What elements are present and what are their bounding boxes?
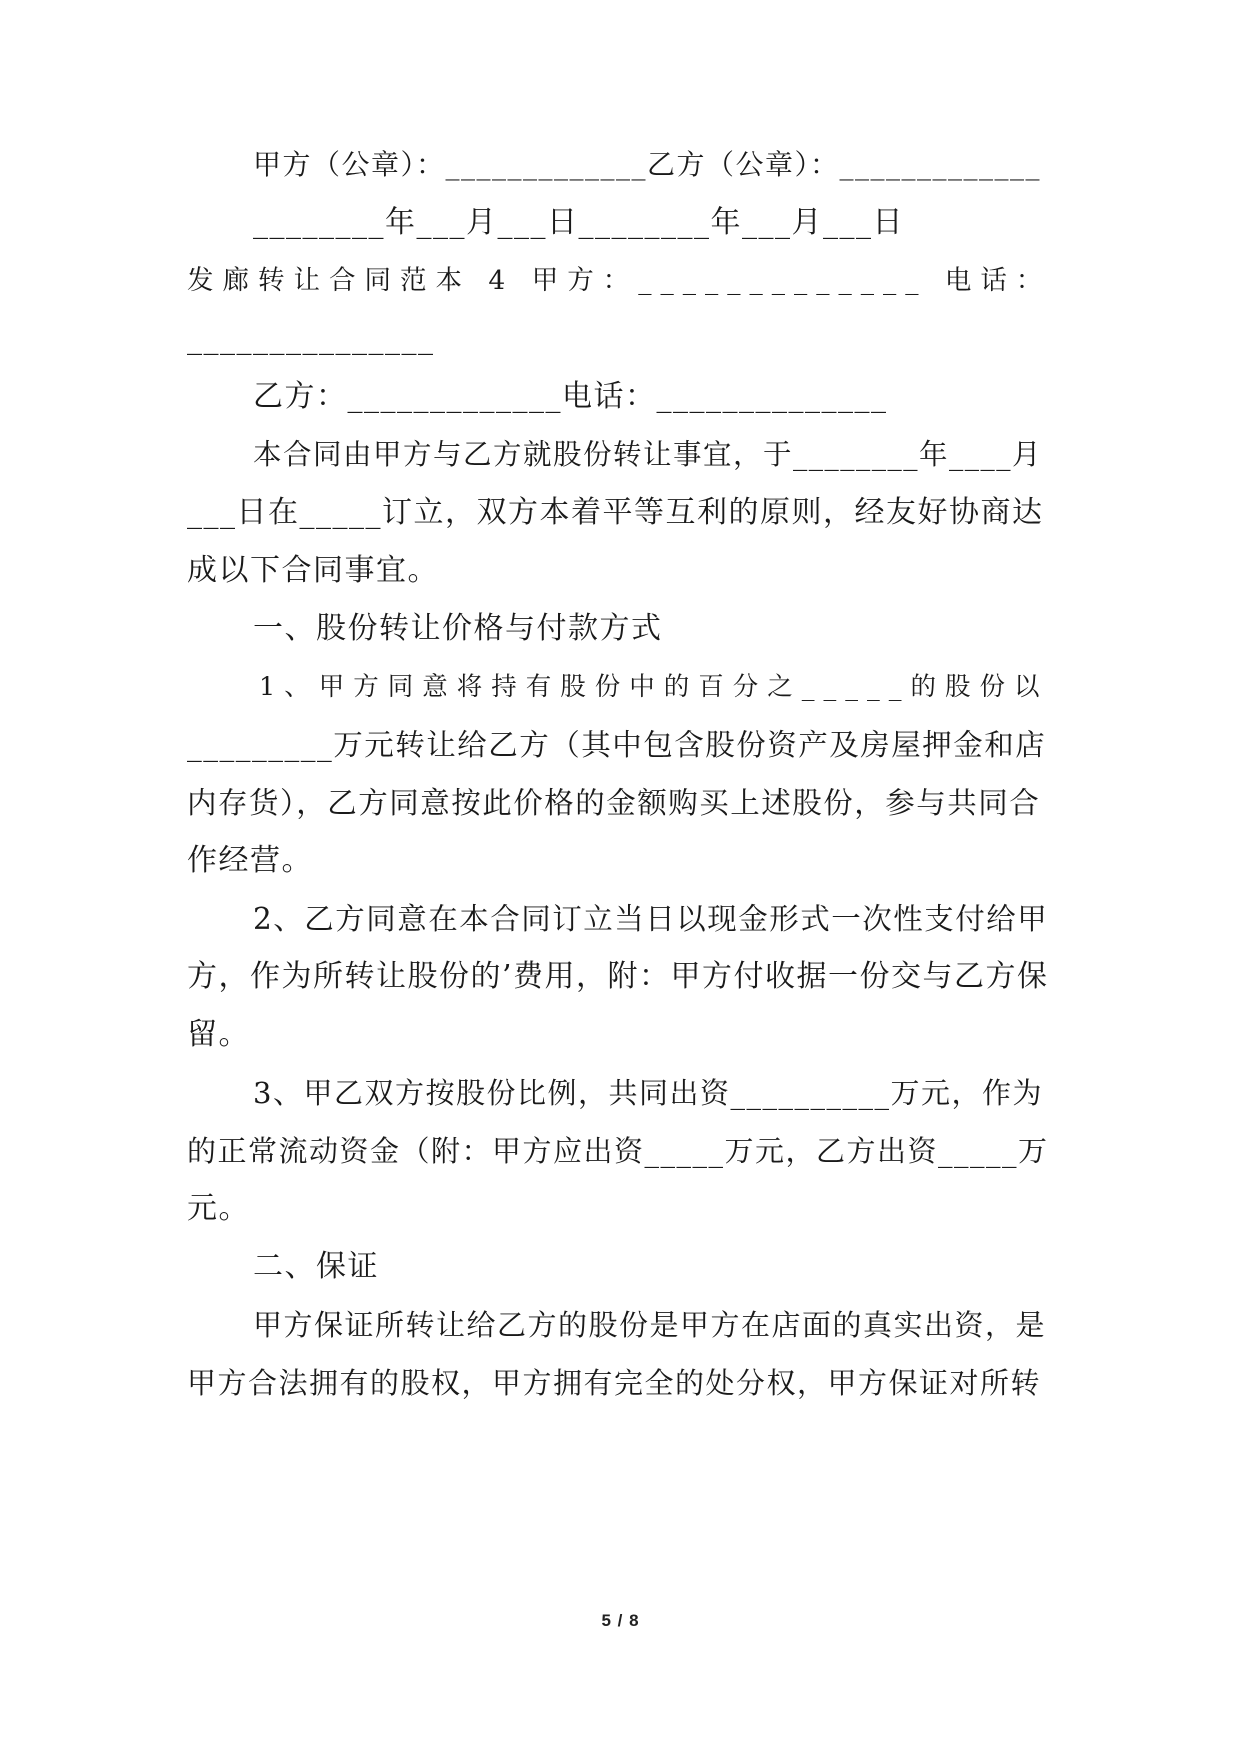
paragraph-line: 1、甲方同意将持有股份中的百分之_____的股份以 bbox=[259, 672, 1049, 702]
paragraph-line: 内存货），乙方同意按此价格的金额购买上述股份，参与共同合 bbox=[187, 786, 1041, 820]
paragraph-line: 3、甲乙双方按股份比例，共同出资__________万元，作为 bbox=[253, 1076, 1043, 1110]
contract-title-line: 发廊转让合同范本 4 甲方：_____________ 电话： bbox=[187, 265, 1052, 296]
signature-line-parties: 甲方（公章）：_____________乙方（公章）：_____________ bbox=[253, 148, 1042, 181]
paragraph-line: 成以下合同事宜。 bbox=[187, 553, 439, 588]
party-b-line: 乙方：_____________电话：______________ bbox=[253, 379, 888, 414]
paragraph-line: 本合同由甲方与乙方就股份转让事宜，于________年____月 bbox=[253, 438, 1043, 471]
page-number: 5 / 8 bbox=[601, 1611, 640, 1630]
paragraph-line: 2、乙方同意在本合同订立当日以现金形式一次性支付给甲 bbox=[253, 902, 1049, 936]
paragraph-line: 的正常流动资金（附：甲方应出资_____万元，乙方出资_____万 bbox=[187, 1134, 1049, 1168]
paragraph-line: 甲方合法拥有的股权，甲方拥有完全的处分权，甲方保证对所转 bbox=[187, 1366, 1042, 1400]
section-heading: 二、保证 bbox=[253, 1249, 379, 1284]
section-heading: 一、股份转让价格与付款方式 bbox=[253, 611, 663, 646]
paragraph-line: 方，作为所转让股份的’费用，附：甲方付收据一份交与乙方保 bbox=[187, 959, 1049, 994]
phone-blank-line: _______________ bbox=[187, 321, 435, 356]
paragraph-line: 元。 bbox=[187, 1191, 250, 1226]
signature-line-dates: ________年___月___日________年___月___日 bbox=[253, 205, 904, 240]
paragraph-line: 作经营。 bbox=[187, 843, 313, 878]
paragraph-line: _________万元转让给乙方（其中包含股份资产及房屋押金和店 bbox=[187, 728, 1047, 762]
paragraph-line: 留。 bbox=[187, 1017, 250, 1052]
paragraph-line: 甲方保证所转让给乙方的股份是甲方在店面的真实出资，是 bbox=[253, 1308, 1047, 1342]
paragraph-line: ___日在_____订立，双方本着平等互利的原则，经友好协商达 bbox=[187, 495, 1044, 530]
